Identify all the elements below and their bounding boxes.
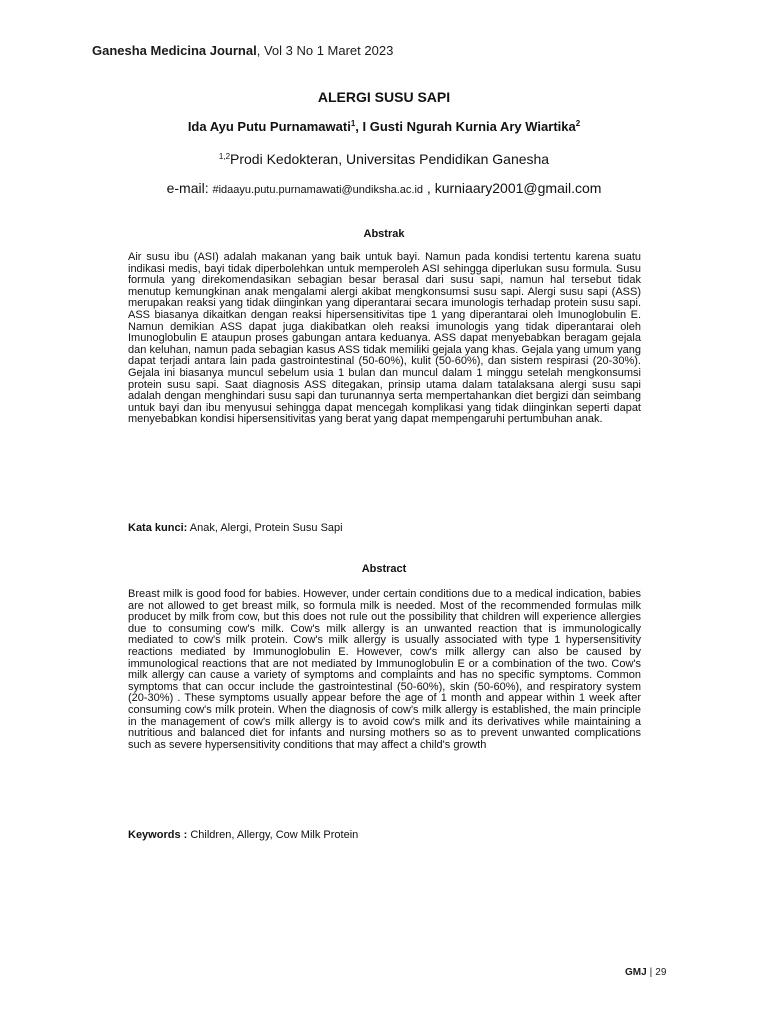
- abstrak-body: Air susu ibu (ASI) adalah makanan yang baik untuk bayi. Namun pada kondisi tertentu karena suatu indikasi medis, bayi tidak diperbolehkan untuk memperoleh ASI sehingga diperlukan susu formula. Susu formula yang direkomendasikan sebagian besar berasal dari susu sapi, namun hal tersebut tidak menutup kemungkinan anak mengalami alergi akibat mengkonsumsi susu sapi. Alergi susu sapi (ASS) merupakan reaksi yang tidak diinginkan yang diperantarai secara imunologis terhadap protein susu sapi. ASS biasanya dikaitkan dengan reaksi hipersensitivitas tipe 1 yang diperantarai oleh Imunoglobulin E. Namun demikian ASS dapat juga diakibatkan oleh reaksi imunologis yang tidak diperantarai oleh Imunoglobulin E ataupun proses gabungan antara keduanya. ASS dapat menyebabkan beragam gejala dan keluhan, namun pada sebagian kasus ASS tidak memiliki gejala yang khas. Gejala yang umum yang dapat terjadi antara lain pada gastrointestinal (50-60%), kulit (50-60%), dan sistem respirasi (20-30%). Gejala ini biasanya muncul sebelum usia 1 bulan dan muncul dalam 1 minggu setelah mengkonsumsi protein susu sapi. Saat diagnosis ASS ditegakan, prinsip utama dalam tatalaksana alergi susu sapi adalah dengan menghindari susu sapi dan turunannya serta mempertahankan diet bergizi dan seimbang untuk bayi dan ibu menyusui sehingga dapat mencegah komplikasi yang tidak diinginkan seperti dapat menyebabkan kondisi hipersensitivitas yang berat yang dapat mempengaruhi pertumbuhan anak.: [128, 251, 641, 426]
- email-address-2[interactable]: kurniaary2001@gmail.com: [434, 180, 602, 196]
- email-line: [0, 180, 768, 196]
- author-1-sup: 1: [350, 119, 356, 128]
- affiliation-text: Prodi Kedokteran, Universitas Pendidikan Ganesha: [230, 151, 550, 167]
- keywords-values: Children, Allergy, Cow Milk Protein: [187, 829, 359, 841]
- abstrak-heading: Abstrak: [363, 228, 405, 240]
- abstract-body: Breast milk is good food for babies. However, under certain conditions due to a medical indication, babies are not allowed to get breast milk, so formula milk is needed. Most of the recommended formulas milk producet by milk from cow, but this does not rule out the possibility that children will experience allergies due to consuming cow's milk. Cow's milk allergy is an unwanted reaction that is immunologically mediated to cow's milk protein. Cow's milk allergy is usually associated with type 1 hypersensitivity reactions mediated by Immunoglobulin E. However, cow's milk allergy can also be caused by immunological reactions that are not mediated by Immunoglobulin E or a combination of the two. Cow's milk allergy can cause a variety of symptoms and complaints and has no specific symptoms. Common symptoms that can occur include the gastrointestinal (50-60%), skin (50-60%), and respiratory system (20-30%) . These symptoms usually appear before the age of 1 month and appear within 1 week after consuming cow's milk protein. When the diagnosis of cow's milk allergy is established, the main principle in the management of cow's milk allergy is to avoid cow's milk and its derivatives while maintaining a nutritious and balanced diet for infants and nursing mothers so as to prevent unwanted complications such as severe hypersensitivity conditions that may affect a child's growth: [128, 588, 641, 751]
- email-label: e-mail:: [166, 180, 213, 196]
- author-2-sup: 2: [575, 119, 581, 128]
- paper-title: ALERGI SUSU SAPI: [317, 89, 451, 105]
- authors: [0, 119, 768, 134]
- footer-separator: |: [649, 967, 653, 978]
- author-2: I Gusti Ngurah Kurnia Ary Wiartika: [362, 119, 576, 134]
- kata-kunci-values: Anak, Alergi, Protein Susu Sapi: [187, 522, 343, 534]
- kata-kunci: [128, 522, 343, 534]
- page-number: 29: [655, 967, 667, 978]
- email-address-1[interactable]: #idaayu.putu.purnamawati@undiksha.ac.id: [212, 184, 424, 196]
- footer-journal-abbr: GMJ: [625, 967, 647, 978]
- page-footer: [625, 967, 666, 978]
- journal-name: Ganesha Medicina Journal: [92, 43, 257, 58]
- keywords-label: Keywords :: [128, 829, 188, 841]
- affiliation-sup: 1,2: [218, 152, 231, 161]
- author-1: Ida Ayu Putu Purnamawati: [187, 119, 351, 134]
- keywords: [128, 829, 358, 841]
- kata-kunci-label: Kata kunci:: [128, 522, 188, 534]
- volume-info: , Vol 3 No 1 Maret 2023: [256, 43, 394, 58]
- abstract-heading: Abstract: [361, 563, 407, 575]
- journal-header: [92, 43, 393, 58]
- author-separator: ,: [355, 119, 363, 134]
- email-separator: ,: [423, 180, 435, 196]
- affiliation: [0, 151, 768, 167]
